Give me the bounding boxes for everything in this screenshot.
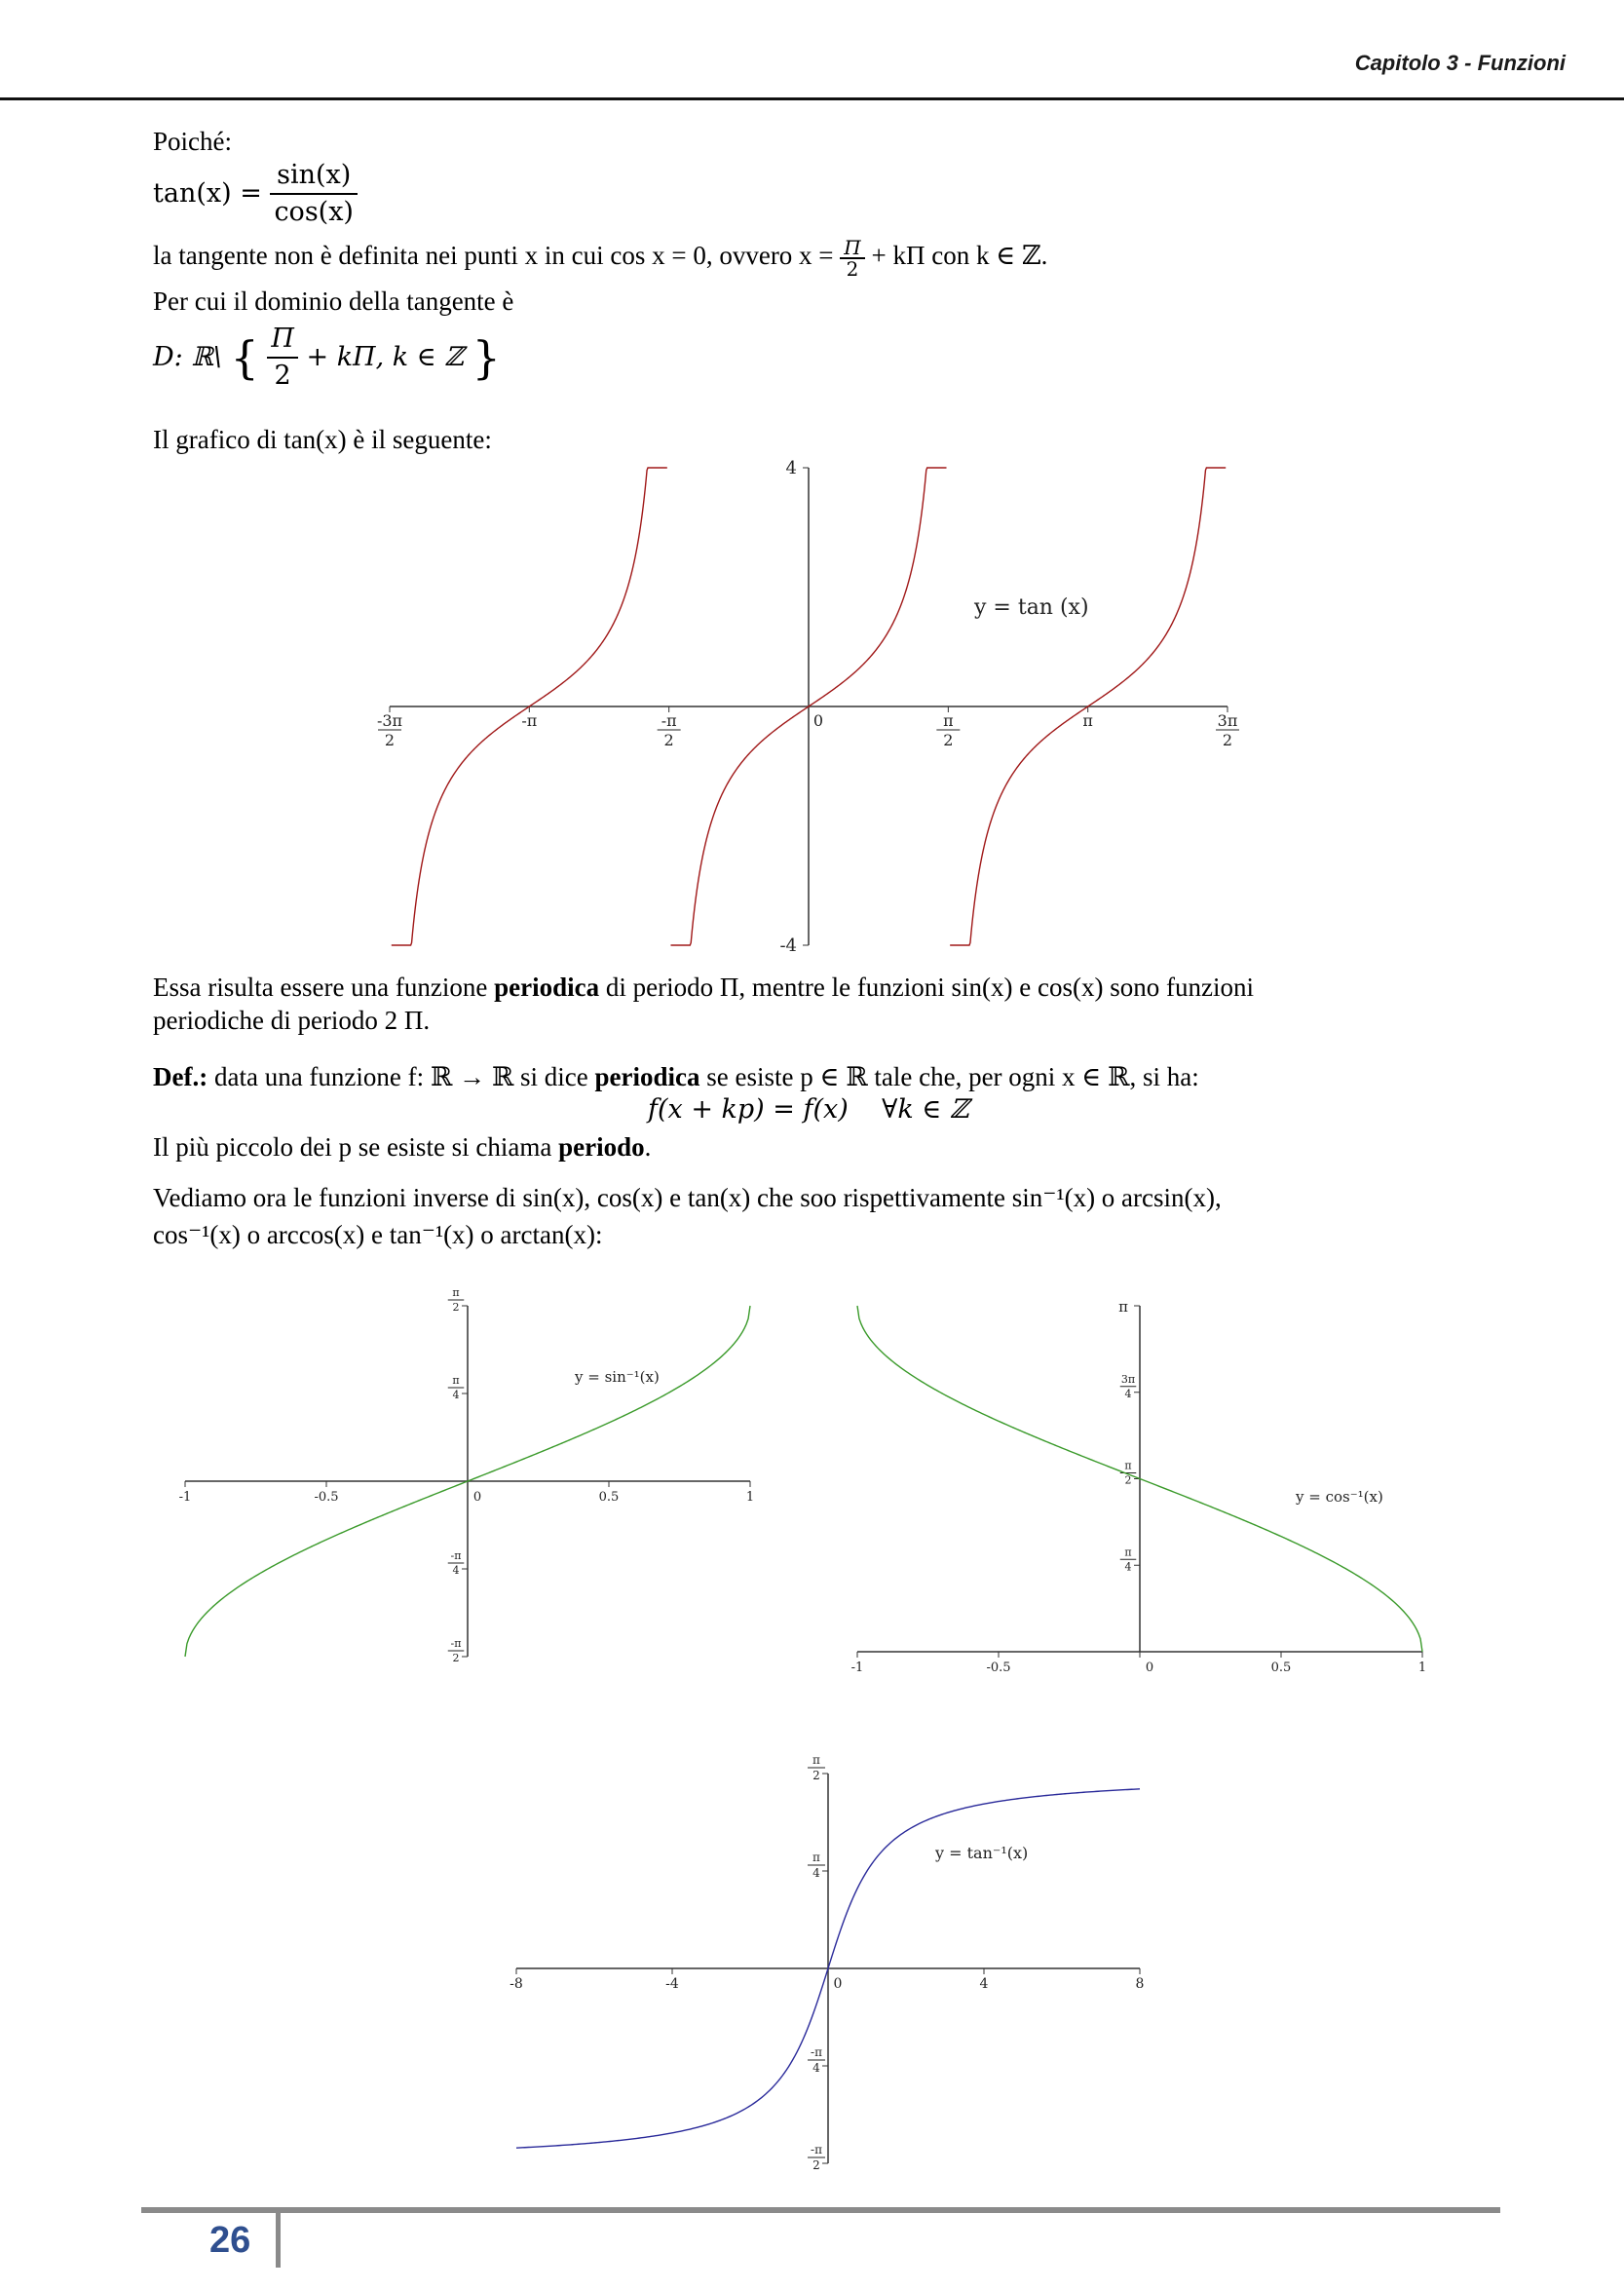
periodic-paragraph bbox=[153, 971, 1488, 1037]
x-tick-label-4: 1 bbox=[1417, 1660, 1427, 1675]
legend-label: y = cos⁻¹(x) bbox=[1296, 1488, 1383, 1506]
legend-label: y = tan⁻¹(x) bbox=[935, 1844, 1029, 1862]
inverse-line-1: Vediamo ora le funzioni inverse di sin(x), cos(x) e tan(x) che soo rispettivamente sin⁻¹(x) o arcsin(x), bbox=[153, 1183, 1222, 1212]
tan-definition bbox=[153, 158, 358, 230]
header-divider bbox=[0, 97, 1624, 100]
y-tick-label-0-num: π bbox=[812, 1754, 820, 1767]
y-tick-label-0-den: 2 bbox=[452, 1301, 460, 1314]
period-line bbox=[153, 1130, 651, 1164]
x-tick-label-3: 0.5 bbox=[598, 1490, 620, 1505]
footer-rule bbox=[141, 2207, 1500, 2213]
x-tick-label-0-num: -3π bbox=[376, 711, 403, 730]
y-tick-label-0: π bbox=[1118, 1298, 1128, 1316]
x-tick-label-5: π bbox=[1082, 711, 1093, 730]
legend-label: y = tan (x) bbox=[974, 595, 1089, 620]
y-tick-label-3-num: π bbox=[1124, 1546, 1132, 1559]
x-tick-label-0: -8 bbox=[510, 1976, 523, 1992]
y-tick-label-1-num: π bbox=[812, 1851, 820, 1864]
y-tick-label-0-den: 2 bbox=[812, 1769, 820, 1782]
x-tick-label-3: 0 bbox=[812, 711, 824, 730]
chapter-title: Capitolo 3 - Funzioni bbox=[1354, 51, 1566, 75]
domain-tail: + kΠ, k ∈ ℤ bbox=[306, 342, 464, 372]
arctan-plot-area bbox=[510, 1754, 1144, 2172]
def-text-b: se esiste p ∈ ℝ tale che, per ogni x ∈ ℝ, si ha: bbox=[699, 1062, 1199, 1091]
y-tick-label-0: 4 bbox=[785, 458, 797, 478]
domain-intro: Per cui il dominio della tangente è bbox=[153, 286, 514, 316]
x-tick-label-4: 1 bbox=[745, 1490, 755, 1505]
arcsin-plot-area bbox=[179, 1286, 754, 1664]
y-tick-label-2-num: -π bbox=[811, 2045, 822, 2059]
tan-plot-area bbox=[377, 458, 1239, 956]
definition-line bbox=[153, 1060, 1199, 1093]
x-tick-label-2: 0 bbox=[1145, 1660, 1154, 1675]
y-tick-label-2-num: -π bbox=[450, 1549, 462, 1562]
tan-denominator: cos(x) bbox=[270, 193, 358, 230]
def-text-a: data una funzione f: ℝ → ℝ si dice bbox=[208, 1062, 595, 1091]
y-tick-label-1: -4 bbox=[779, 935, 797, 956]
y-tick-label-2-num: π bbox=[1124, 1459, 1132, 1472]
y-tick-label-1-den: 4 bbox=[452, 1389, 460, 1401]
y-tick-label-0-num: π bbox=[452, 1286, 460, 1299]
undef-tail: + kΠ con k ∈ ℤ. bbox=[871, 241, 1048, 271]
x-tick-label-1: -0.5 bbox=[986, 1660, 1011, 1675]
brace-close: } bbox=[472, 331, 501, 384]
y-tick-label-1-num: 3π bbox=[1120, 1372, 1136, 1386]
x-tick-label-1: -4 bbox=[665, 1976, 679, 1992]
brace-open: { bbox=[230, 331, 259, 384]
arctan-chart bbox=[487, 1754, 1169, 2183]
periodic-line-2: periodiche di periodo 2 Π. bbox=[153, 1006, 431, 1035]
page-number: 26 bbox=[209, 2220, 251, 2261]
arccos-chart bbox=[828, 1286, 1452, 1686]
x-tick-label-6-den: 2 bbox=[1222, 731, 1233, 749]
undef-fraction bbox=[840, 238, 864, 279]
x-tick-label-2-num: -π bbox=[661, 711, 677, 730]
x-tick-label-1: -0.5 bbox=[314, 1490, 339, 1505]
footer-separator bbox=[276, 2207, 281, 2268]
x-tick-label-0: -1 bbox=[178, 1490, 192, 1505]
x-tick-label-6-num: 3π bbox=[1217, 711, 1238, 730]
def-label: Def.: bbox=[153, 1062, 208, 1091]
legend-label: y = sin⁻¹(x) bbox=[575, 1368, 660, 1386]
x-tick-label-0: -1 bbox=[850, 1660, 864, 1675]
tan-numerator: sin(x) bbox=[277, 160, 352, 190]
x-tick-label-3: 4 bbox=[979, 1976, 989, 1992]
x-tick-label-2: 0 bbox=[472, 1490, 482, 1505]
def-bold: periodica bbox=[594, 1062, 700, 1091]
y-tick-label-1-num: π bbox=[452, 1374, 460, 1387]
inverse-line-2: cos⁻¹(x) o arccos(x) e tan⁻¹(x) o arctan(x): bbox=[153, 1220, 603, 1249]
periodic-line-1 bbox=[153, 971, 1488, 1004]
y-tick-label-1-den: 4 bbox=[812, 1866, 820, 1880]
tan-lhs: tan(x) = bbox=[153, 178, 262, 209]
y-tick-label-3-num: -π bbox=[811, 2143, 822, 2156]
y-tick-label-1-den: 4 bbox=[1124, 1387, 1132, 1400]
x-tick-label-1: -π bbox=[521, 711, 538, 730]
x-tick-label-2-den: 2 bbox=[663, 731, 674, 749]
poiche-label: Poiché: bbox=[153, 127, 232, 156]
period-bold: periodo bbox=[558, 1132, 645, 1162]
undef-frac-num: Π bbox=[844, 236, 861, 259]
y-tick-label-3-den: 2 bbox=[452, 1652, 460, 1664]
tan-fraction bbox=[270, 158, 358, 230]
domain-frac-den: 2 bbox=[267, 357, 298, 394]
periodic-word: Essa risulta essere una funzione periodica di periodo Π, mentre le funzioni sin(x) e cos(x) sono funzioni bbox=[153, 973, 1254, 1002]
y-tick-label-3-num: -π bbox=[450, 1637, 462, 1650]
domain-formula bbox=[153, 322, 501, 394]
def-formula: f(x + kp) = f(x) ∀k ∈ ℤ bbox=[648, 1094, 969, 1125]
x-tick-label-4-den: 2 bbox=[943, 731, 954, 749]
y-tick-label-2-den: 4 bbox=[812, 2061, 820, 2075]
period-text-a: Il più piccolo dei p se esiste si chiama bbox=[153, 1132, 559, 1162]
x-tick-label-4: 8 bbox=[1135, 1976, 1145, 1992]
domain-fraction bbox=[267, 322, 298, 394]
y-tick-label-2-den: 4 bbox=[452, 1564, 460, 1577]
y-tick-label-3-den: 2 bbox=[812, 2158, 820, 2172]
x-tick-label-4-num: π bbox=[943, 711, 954, 730]
domain-frac-num: Π bbox=[271, 324, 294, 354]
undef-text: la tangente non è definita nei punti x in cui cos x = 0, ovvero x = bbox=[153, 241, 834, 271]
x-tick-label-3: 0.5 bbox=[1270, 1660, 1292, 1675]
arccos-plot-area bbox=[851, 1298, 1426, 1675]
x-tick-label-0-den: 2 bbox=[384, 731, 396, 749]
y-tick-label-2-den: 2 bbox=[1124, 1473, 1132, 1487]
x-tick-label-2: 0 bbox=[833, 1976, 843, 1992]
period-text-b: . bbox=[644, 1132, 652, 1162]
graph-intro: Il grafico di tan(x) è il seguente: bbox=[153, 425, 492, 454]
domain-lhs: D: ℝ\ bbox=[153, 342, 222, 372]
undefined-points-text bbox=[153, 238, 1047, 279]
arcsin-chart bbox=[166, 1286, 770, 1686]
undef-frac-den: 2 bbox=[840, 257, 864, 279]
y-tick-label-3-den: 4 bbox=[1124, 1560, 1132, 1574]
tan-chart bbox=[370, 458, 1247, 965]
